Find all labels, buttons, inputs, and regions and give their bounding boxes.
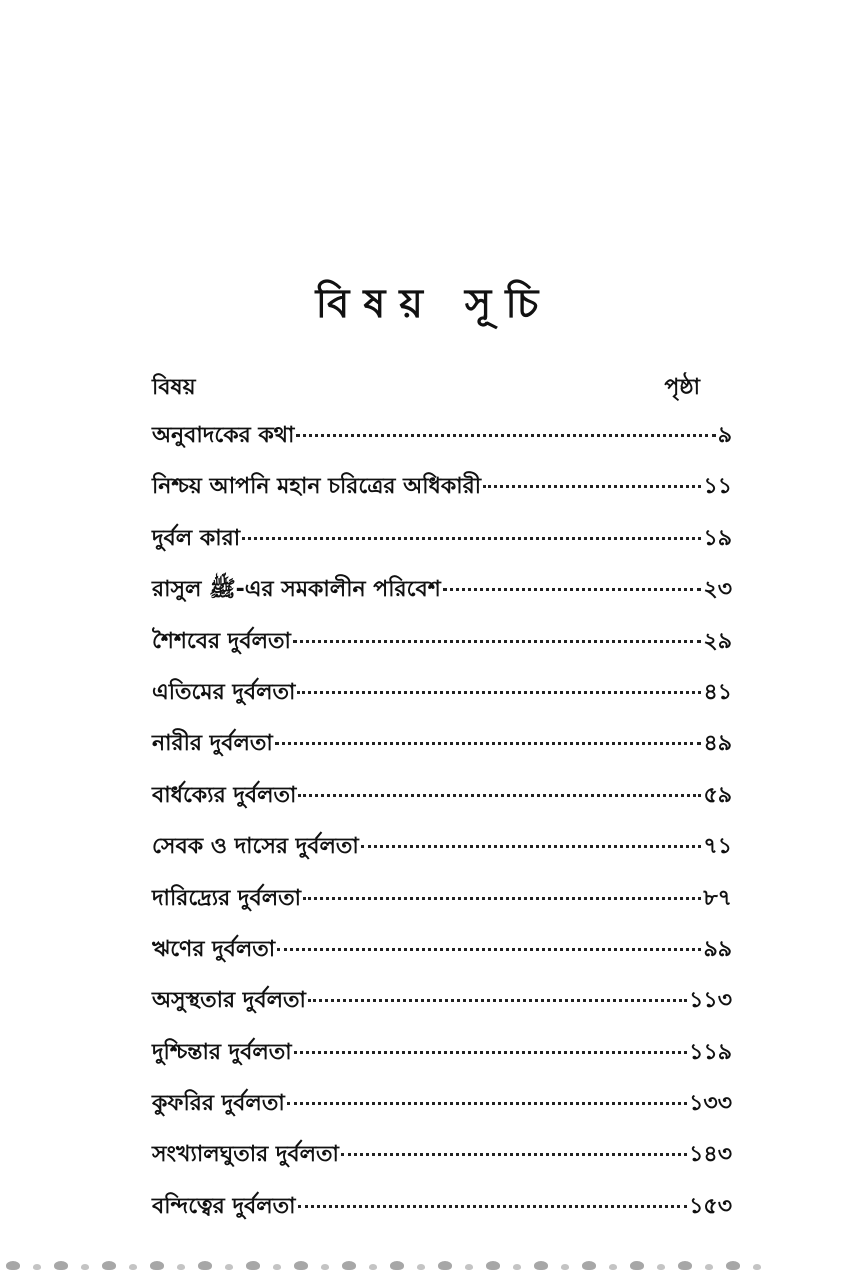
toc-entry[interactable] — [152, 932, 732, 983]
toc-list — [152, 418, 732, 1240]
dot-leader — [296, 434, 715, 437]
floral-border-ornament-icon — [678, 1261, 692, 1270]
decorative-border — [0, 1252, 868, 1274]
dot-leader — [294, 1051, 687, 1054]
toc-entry-title: অসুস্থতার দুর্বলতা — [152, 988, 306, 1014]
floral-border-ornament-icon — [246, 1261, 260, 1270]
toc-entry-page: ৯ — [717, 423, 732, 448]
floral-border-ornament-icon — [225, 1264, 233, 1270]
toc-header-row — [152, 370, 700, 404]
topic-column-label: বিষয় — [152, 375, 196, 400]
page-title: বিষয় সূচি — [315, 281, 553, 327]
toc-entry-page: ১৩৩ — [689, 1091, 732, 1117]
floral-border-ornament-icon — [486, 1261, 500, 1270]
toc-entry-page: ৯৯ — [703, 936, 732, 962]
toc-entry-page: ৮৭ — [703, 885, 732, 911]
toc-entry-page: ২৩ — [703, 577, 732, 603]
dot-leader — [293, 640, 702, 643]
floral-border-ornament-icon — [33, 1264, 41, 1270]
toc-entry-page: ১৪৩ — [689, 1142, 732, 1168]
toc-entry-page: ৪১ — [703, 679, 732, 705]
toc-entry-page: ১১৩ — [689, 988, 732, 1014]
toc-entry[interactable] — [152, 675, 732, 726]
toc-entry[interactable] — [152, 829, 732, 880]
toc-entry-title: বন্দিত্বের দুর্বলতা — [152, 1193, 296, 1219]
toc-entry[interactable] — [152, 1137, 732, 1188]
floral-border-ornament-icon — [513, 1264, 521, 1270]
floral-border-ornament-icon — [321, 1264, 329, 1270]
toc-entry[interactable] — [152, 1086, 732, 1137]
floral-border-ornament-icon — [6, 1261, 20, 1270]
toc-entry-title: ঋণের দুর্বলতা — [152, 936, 276, 962]
floral-border-ornament-icon — [609, 1264, 617, 1270]
floral-border-ornament-icon — [561, 1264, 569, 1270]
floral-border-ornament-icon — [438, 1261, 452, 1270]
dot-leader — [341, 1153, 687, 1156]
toc-entry-title: নারীর দুর্বলতা — [152, 731, 273, 757]
toc-entry[interactable] — [152, 983, 732, 1034]
floral-border-ornament-icon — [150, 1261, 164, 1270]
toc-entry-title: নিশ্চয় আপনি মহান চরিত্রের অধিকারী — [152, 474, 481, 500]
toc-entry-title: রাসুল ﷺ-এর সমকালীন পরিবেশ — [152, 577, 441, 603]
dot-leader — [242, 537, 701, 540]
toc-entry-title: বার্ধক্যের দুর্বলতা — [152, 782, 297, 808]
toc-entry-title: এতিমের দুর্বলতা — [152, 679, 296, 705]
page-column-label: পৃষ্ঠা — [664, 375, 700, 400]
floral-border-ornament-icon — [657, 1264, 665, 1270]
floral-border-ornament-icon — [294, 1261, 308, 1270]
dot-leader — [361, 845, 702, 848]
toc-entry-page: ১১৯ — [689, 1039, 732, 1065]
floral-border-ornament-icon — [390, 1261, 404, 1270]
dot-leader — [443, 588, 702, 591]
floral-border-ornament-icon — [753, 1264, 761, 1270]
toc-entry-page: ৫৯ — [703, 782, 732, 808]
toc-entry[interactable] — [152, 521, 732, 572]
floral-border-ornament-icon — [705, 1264, 713, 1270]
floral-border-ornament-icon — [198, 1261, 212, 1270]
dot-leader — [277, 948, 701, 951]
toc-entry-page: ৭১ — [703, 834, 732, 860]
toc-entry-title: অনুবাদকের কথা — [152, 423, 295, 448]
floral-border-ornament-icon — [465, 1264, 473, 1270]
floral-border-ornament-icon — [630, 1261, 644, 1270]
floral-border-ornament-icon — [273, 1264, 281, 1270]
toc-entry[interactable] — [152, 1189, 732, 1240]
floral-border-ornament-icon — [177, 1264, 185, 1270]
toc-entry-page: ১৫৩ — [689, 1193, 732, 1219]
dot-leader — [308, 999, 687, 1002]
dot-leader — [297, 691, 701, 694]
floral-border-ornament-icon — [534, 1261, 548, 1270]
dot-leader — [275, 742, 702, 745]
toc-entry[interactable] — [152, 469, 732, 520]
floral-border-ornament-icon — [726, 1261, 740, 1270]
toc-entry[interactable] — [152, 881, 732, 932]
toc-entry-page: ১১ — [703, 474, 732, 500]
toc-entry[interactable] — [152, 726, 732, 777]
toc-entry[interactable] — [152, 778, 732, 829]
toc-entry-title: দারিদ্র্যের দুর্বলতা — [152, 885, 302, 911]
toc-entry[interactable] — [152, 1035, 732, 1086]
toc-entry-page: ২৯ — [703, 628, 732, 654]
toc-entry-title: সংখ্যালঘুতার দুর্বলতা — [152, 1142, 339, 1168]
toc-entry-page: ১৯ — [703, 525, 732, 551]
floral-border-ornament-icon — [102, 1261, 116, 1270]
floral-border-ornament-icon — [417, 1264, 425, 1270]
toc-entry-title: শৈশবের দুর্বলতা — [152, 628, 291, 654]
dot-leader — [287, 1102, 687, 1105]
dot-leader — [298, 1205, 688, 1208]
toc-entry-title: সেবক ও দাসের দুর্বলতা — [152, 834, 359, 860]
dot-leader — [303, 897, 701, 900]
floral-border-ornament-icon — [582, 1261, 596, 1270]
floral-border-ornament-icon — [369, 1264, 377, 1270]
floral-border-ornament-icon — [129, 1264, 137, 1270]
toc-entry-title: দুশ্চিন্তার দুর্বলতা — [152, 1039, 292, 1065]
floral-border-ornament-icon — [54, 1261, 68, 1270]
toc-entry[interactable] — [152, 624, 732, 675]
toc-entry[interactable] — [152, 572, 732, 623]
toc-entry-title: কুফরির দুর্বলতা — [152, 1091, 285, 1117]
dot-leader — [483, 485, 701, 488]
toc-entry[interactable] — [152, 418, 732, 469]
toc-entry-page: ৪৯ — [703, 731, 732, 757]
toc-entry-title: দুর্বল কারা — [152, 525, 241, 551]
floral-border-ornament-icon — [81, 1264, 89, 1270]
dot-leader — [298, 794, 701, 797]
floral-border-ornament-icon — [342, 1261, 356, 1270]
